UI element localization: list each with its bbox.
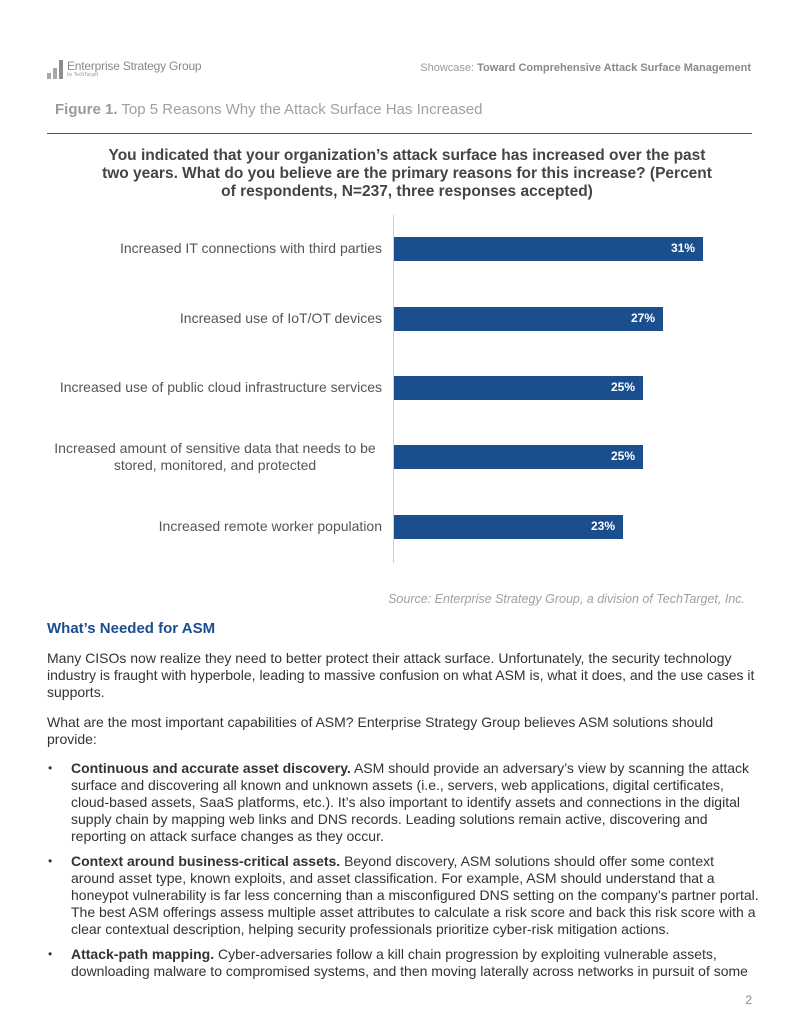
bar-value-label: 25% xyxy=(610,449,635,463)
figure-label: Figure 1. xyxy=(55,101,118,118)
bar xyxy=(394,307,663,331)
chart-source: Source: Enterprise Strategy Group, a division of TechTarget, Inc. xyxy=(388,592,745,606)
list-item-title: Continuous and accurate asset discovery. xyxy=(71,760,351,776)
bar-value-label: 27% xyxy=(630,311,655,325)
logo-name: Enterprise Strategy Group xyxy=(67,59,202,73)
showcase-prefix: Showcase: xyxy=(420,62,475,74)
bar-value-label: 23% xyxy=(590,519,615,533)
section-heading: What’s Needed for ASM xyxy=(47,620,216,637)
bar xyxy=(394,376,643,400)
survey-question: You indicated that your organization’s attack surface has increased over the past two years. What do you believe are the primary reasons for this increase? (Percent of respondents, N=237, three responses accepted) xyxy=(102,147,712,200)
category-label: Increased amount of sensitive data that needs to be stored, monitored, and protected xyxy=(54,440,376,473)
capabilities-list xyxy=(47,760,759,988)
showcase-title xyxy=(420,62,751,74)
list-item-text: Cyber-adversaries follow a kill chain progression by exploiting vulnerable assets, downloading malware to compromised systems, and then moving laterally across networks in pursuit of some xyxy=(71,946,748,979)
bullet-icon: • xyxy=(48,854,53,868)
bar xyxy=(394,515,623,539)
list-item xyxy=(47,946,759,980)
showcase-report-title: Toward Comprehensive Attack Surface Management xyxy=(477,62,751,74)
paragraph-intro: Many CISOs now realize they need to better protect their attack surface. Unfortunately, the security technology industry is fraught with hyperbole, leading to massive confusion on what ASM is, what it does, and the use cases it supports. xyxy=(47,650,755,700)
esg-logo xyxy=(47,60,201,79)
logo-bars-icon xyxy=(47,60,63,79)
bullet-icon: • xyxy=(48,947,53,961)
page-number: 2 xyxy=(745,993,752,1007)
category-label: Increased use of public cloud infrastructure services xyxy=(59,379,382,395)
list-item xyxy=(47,760,759,845)
bullet-icon: • xyxy=(48,761,53,775)
category-label: Increased IT connections with third parties xyxy=(120,240,382,256)
list-item-text: ASM should provide an adversary’s view by scanning the attack surface and discovering all known and unknown assets (i.e., servers, web applications, digital certificates, cloud-based assets, SaaS platforms, etc.). It’s also important to identify assets and connections in the digital supply chain by mapping web links and DNS records. Leading solutions remain active, discovering and reporting on attack surface changes as they occur. xyxy=(71,760,750,844)
bar xyxy=(394,237,703,261)
bar-value-label: 25% xyxy=(610,380,635,394)
figure-title xyxy=(55,101,482,118)
paragraph-question: What are the most important capabilities of ASM? Enterprise Strategy Group believes ASM solutions should provide: xyxy=(47,714,714,747)
logo-subtitle: by TechTarget xyxy=(67,72,99,78)
figure-divider xyxy=(47,133,752,134)
list-item-text: Beyond discovery, ASM solutions should offer some context around asset type, known exploits, and asset classification. For example, ASM should understand that a honeypot vulnerability is far less concerning than a misconfigured DNS setting on the company’s partner portal. The best ASM offerings assess multiple asset attributes to calculate a risk score and back this risk score with a clear contextual description, helping security professionals prioritize cyber-risk mitigation actions. xyxy=(71,853,759,937)
list-item xyxy=(47,853,759,938)
bar-chart xyxy=(0,215,800,565)
page-header xyxy=(0,0,800,90)
category-label: Increased use of IoT/OT devices xyxy=(179,310,382,326)
category-label: Increased remote worker population xyxy=(158,518,382,534)
bar xyxy=(394,445,643,469)
bar-value-label: 31% xyxy=(670,241,695,255)
list-item-title: Attack-path mapping. xyxy=(71,946,215,962)
list-item-title: Context around business-critical assets. xyxy=(71,853,341,869)
figure-caption: Top 5 Reasons Why the Attack Surface Has Increased xyxy=(121,101,483,118)
